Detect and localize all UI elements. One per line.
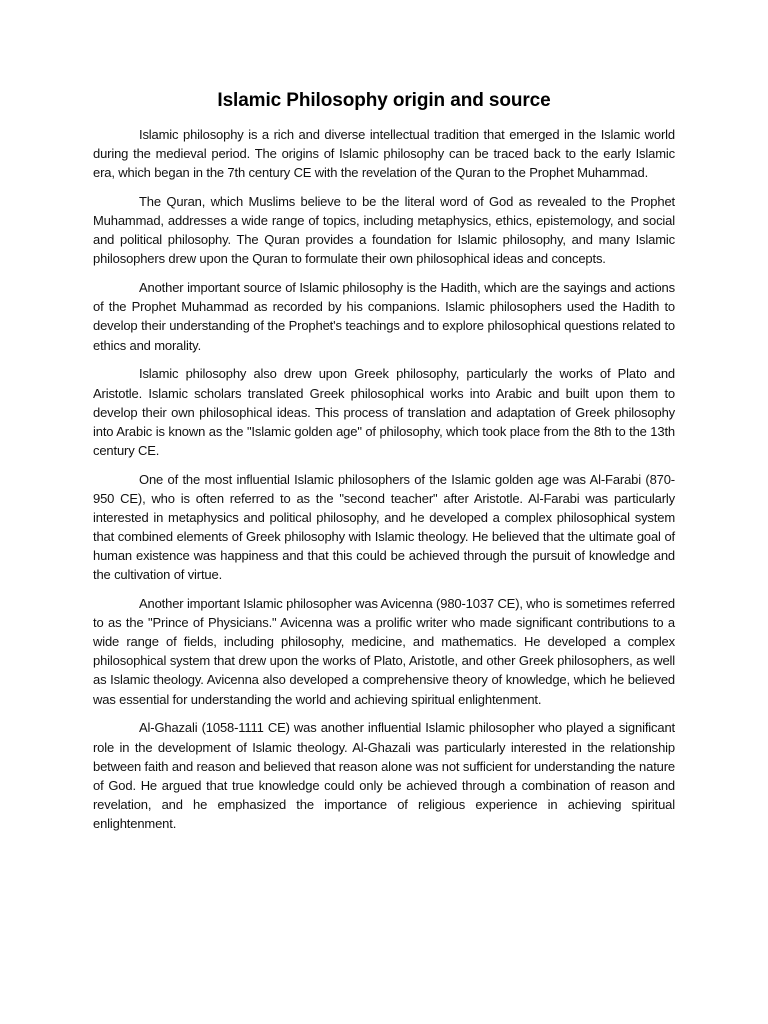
paragraph-al-farabi: One of the most influential Islamic philosophers of the Islamic golden age was Al-Farabi (870-950 CE), who is often referred to as the "second teacher" after Aristotle. Al-Farabi was particularly interested in metaphysics and political philosophy, and he developed a complex philosophical system that combined elements of Greek philosophy with Islamic theology. He believed that the ultimate goal of human existence was happiness and that this could be achieved through the pursuit of knowledge and the cultivation of virtue. — [93, 471, 675, 583]
paragraph-al-ghazali: Al-Ghazali (1058-1111 CE) was another influential Islamic philosopher who played a significant role in the development of Islamic theology. Al-Ghazali was particularly interested in the relationship between faith and reason and believed that reason alone was not sufficient for understanding the nature of God. He argued that true knowledge could only be achieved through a combination of reason and revelation, and he emphasized the importance of religious experience in achieving spiritual enlightenment. — [93, 720, 676, 831]
document-body — [93, 125, 675, 843]
paragraph-origins: Islamic philosophy is a rich and diverse intellectual tradition that emerged in the Islamic world during the medieval period. The origins of Islamic philosophy can be traced back to the early Islamic era, which began in the 7th century CE with the revelation of the Quran to the Prophet Muhammad. — [93, 127, 675, 181]
document-title: Islamic Philosophy origin and source — [217, 90, 551, 111]
paragraph-avicenna: Another important Islamic philosopher was Avicenna (980-1037 CE), who is sometimes referred to as the "Prince of Physicians." Avicenna was a prolific writer who made significant contributions to a wide range of fields, including philosophy, medicine, and mathematics. He developed a complex philosophical system that drew upon the works of Plato, Aristotle, and other Greek philosophers, as well as Islamic theology. Avicenna also developed a comprehensive theory of knowledge, which he believed was essential for understanding the world and achieving spiritual enlightenment. — [93, 596, 675, 707]
paragraph-quran: The Quran, which Muslims believe to be the literal word of God as revealed to the Prophet Muhammad, addresses a wide range of topics, including metaphysics, ethics, epistemology, and social and political philosophy. The Quran provides a foundation for Islamic philosophy, and many Islamic philosophers drew upon the Quran to formulate their own philosophical ideas and concepts. — [93, 194, 675, 267]
paragraph-greek-philosophy: Islamic philosophy also drew upon Greek philosophy, particularly the works of Plato and Aristotle. Islamic scholars translated Greek philosophical works into Arabic and built upon them to develop their own philosophical ideas. This process of translation and adaptation of Greek philosophy into Arabic is known as the "Islamic golden age" of philosophy, which took place from the 8th to the 13th century CE. — [93, 366, 675, 458]
paragraph-hadith: Another important source of Islamic philosophy is the Hadith, which are the sayings and actions of the Prophet Muhammad as recorded by his companions. Islamic philosophers used the Hadith to develop their understanding of the Prophet's teachings and to explore philosophical questions related to ethics and morality. — [93, 280, 675, 353]
